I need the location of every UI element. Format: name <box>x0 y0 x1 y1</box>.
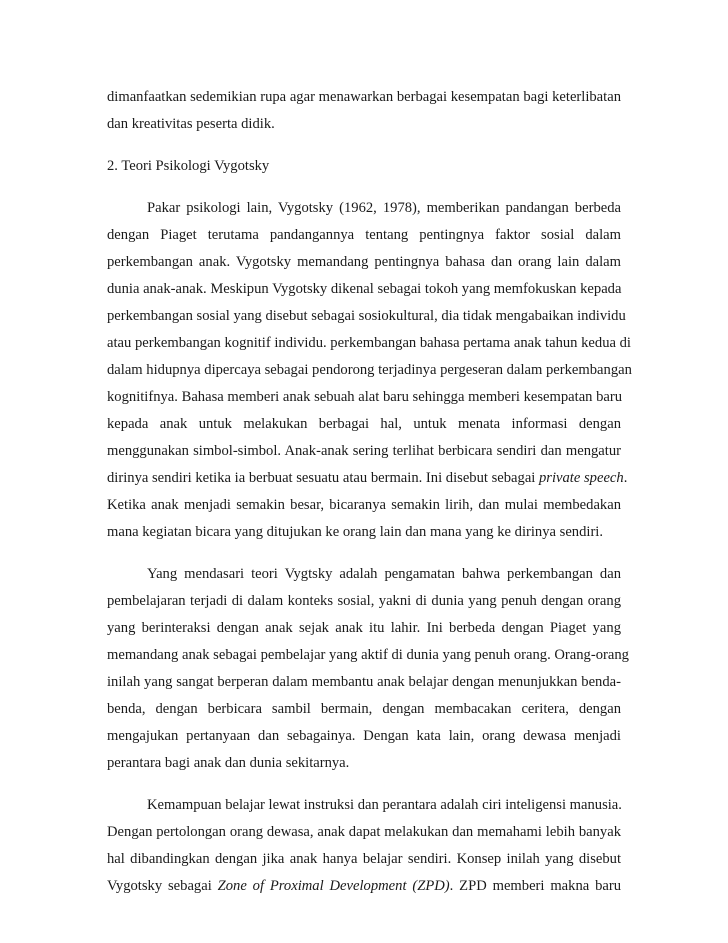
text-line: perantara bagi anak dan dunia sekitarnya. <box>107 755 350 771</box>
italic-term: private speech <box>539 470 624 486</box>
text-line: dengan Piaget terutama pandangannya tentang pentingnya faktor sosial dalam <box>107 227 621 243</box>
paragraph-intro <box>107 84 621 138</box>
text-segment: dirinya sendiri ketika ia berbuat sesuatu atau bermain. Ini disebut sebagai <box>107 470 539 486</box>
document-page <box>107 84 632 900</box>
text-line: inilah yang sangat berperan dalam membantu anak belajar dengan menunjukkan benda- <box>107 674 621 690</box>
paragraph-zpd <box>107 792 621 900</box>
paragraph-gap <box>107 546 621 561</box>
section-heading: 2. Teori Psikologi Vygotsky <box>107 158 270 174</box>
text-line: kognitifnya. Bahasa memberi anak sebuah alat baru sehingga memberi kesempatan baru <box>107 389 623 405</box>
text-line <box>107 873 621 900</box>
italic-term: Zone of Proximal Development (ZPD) <box>217 878 450 894</box>
text-line: Pakar psikologi lain, Vygotsky (1962, 1978), memberikan pandangan berbeda <box>147 200 621 216</box>
paragraph-social-context <box>107 561 629 777</box>
text-line: pembelajaran terjadi di dalam konteks sosial, yakni di dunia yang penuh dengan orang <box>107 593 621 609</box>
text-segment: . ZPD memberi makna baru <box>449 878 622 894</box>
paragraph-gap <box>107 138 621 153</box>
text-line: benda, dengan berbicara sambil bermain, dengan membacakan ceritera, dengan <box>107 701 621 717</box>
text-line: mengajukan pertanyaan dan sebagainya. Dengan kata lain, orang dewasa menjadi <box>107 728 621 744</box>
text-segment: . <box>623 470 628 486</box>
text-line: Kemampuan belajar lewat instruksi dan perantara adalah ciri inteligensi manusia. <box>147 797 622 813</box>
text-segment: Vygotsky sebagai <box>107 878 218 894</box>
text-line: Yang mendasari teori Vygtsky adalah pengamatan bahwa perkembangan dan <box>147 566 621 582</box>
text-line: memandang anak sebagai pembelajar yang aktif di dunia yang penuh orang. Orang-orang <box>107 647 629 663</box>
text-line: perkembangan sosial yang disebut sebagai sosiokultural, dia tidak mengabaikan individu <box>107 308 626 324</box>
text-line: kepada anak untuk melakukan berbagai hal, untuk menata informasi dengan <box>107 416 621 432</box>
text-line: dimanfaatkan sedemikian rupa agar menawarkan berbagai kesempatan bagi keterlibatan <box>107 89 621 105</box>
text-line: yang berinteraksi dengan anak sejak anak itu lahir. Ini berbeda dengan Piaget yang <box>107 620 621 636</box>
text-line: menggunakan simbol-simbol. Anak-anak sering terlihat berbicara sendiri dan mengatur <box>107 443 621 459</box>
text-line: dunia anak-anak. Meskipun Vygotsky dikenal sebagai tokoh yang memfokuskan kepada <box>107 281 622 297</box>
text-line: Dengan pertolongan orang dewasa, anak dapat melakukan dan memahami lebih banyak <box>107 824 621 840</box>
paragraph-gap <box>107 777 621 792</box>
text-line: perkembangan anak. Vygotsky memandang pentingnya bahasa dan orang lain dalam <box>107 254 621 270</box>
paragraph-vygotsky-intro <box>107 195 632 546</box>
text-line <box>107 465 628 492</box>
text-line: Ketika anak menjadi semakin besar, bicaranya semakin lirih, dan mulai membedakan <box>107 497 621 513</box>
text-line: dan kreativitas peserta didik. <box>107 116 275 132</box>
paragraph-gap <box>107 180 621 195</box>
text-line: mana kegiatan bicara yang ditujukan ke orang lain dan mana yang ke dirinya sendiri. <box>107 524 604 540</box>
text-line: hal dibandingkan dengan jika anak hanya belajar sendiri. Konsep inilah yang disebut <box>107 851 621 867</box>
text-line: atau perkembangan kognitif individu. perkembangan bahasa pertama anak tahun kedua di <box>107 335 631 351</box>
text-line: dalam hidupnya dipercaya sebagai pendorong terjadinya pergeseran dalam perkembangan <box>107 362 632 378</box>
